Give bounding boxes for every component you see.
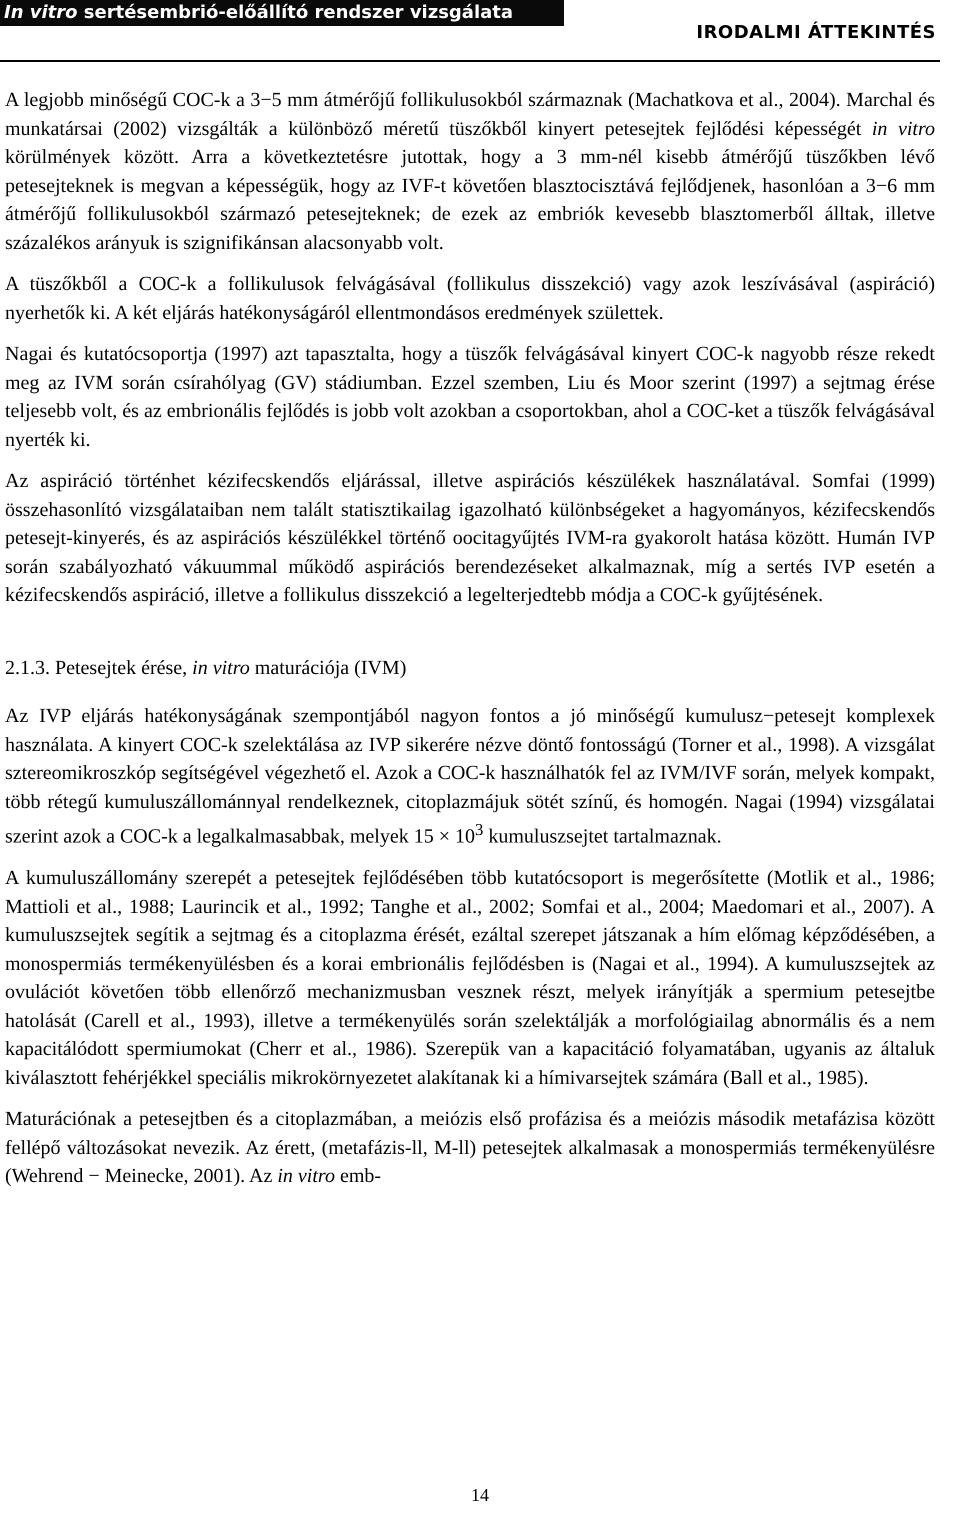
section-heading — [5, 654, 935, 683]
paragraph-7-part-a: Maturációnak a petesejtben és a citoplazmában, a meiózis első profázisa és a meiózis második metafázisa között fellépő változásokat nevezik. Az érett, (metafázis-ll, M-ll) petesejtek alkalmasak a monospermiás termékenyülésre (Wehrend − Meinecke, 2001). Az — [5, 1108, 935, 1188]
section-heading-italic: in vitro — [192, 656, 250, 679]
paragraph-1-part-a: A legjobb minőségű COC-k a 3−5 mm átmérőjű follikulusokból származnak (Machatkova et al., 2004). Marchal és munkatársai (2002) vizsgálták a különböző méretű tüszőkből kinyert petesejtek fejlődési képességét — [5, 89, 935, 140]
paragraph-4: Az aspiráció történhet kézifecskendős eljárással, illetve aspirációs készülékek használatával. Somfai (1999) összehasonlító vizsgálataiban nem talált statisztikailag igazolható különbségeket a hagyományos, kézifecskendős petesejt-kinyerés, és az aspirációs készülékkel történő oocitagyűjtés IVM-ra gyakorolt hatása között. Humán IVP során szabályozható vákuummal működő aspirációs berendezéseket alkalmaznak, míg a sertés IVP esetén a kézifecskendős aspiráció, illetve a follikulus disszekció a legelterjedtebb módja a COC-k gyűjtésének. — [5, 470, 935, 606]
running-title — [0, 0, 564, 26]
paragraph-5-part-b: kumuluszsejtet tartalmaznak. — [483, 825, 722, 848]
section-heading-part-a: 2.1.3. Petesejtek érése, — [5, 656, 193, 679]
paragraph-7 — [5, 1105, 935, 1191]
paragraph-2: A tüszőkből a COC-k a follikulusok felvágásával (follikulus disszekció) vagy azok leszívásával (aspiráció) nyerhetők ki. A két eljárás hatékonyságáról ellentmondásos eredmények születtek. — [5, 273, 935, 324]
paragraph-5-part-a: Az IVP eljárás hatékonyságának szempontjából nagyon fontos a jó minőségű kumulusz−petesejt komplexek használata. A kinyert COC-k szelektálása az IVP sikerére nézve döntő fontosságú (Torner et al., 1998). A vizsgálat sztereomikroszkóp segítségével végezhető el. Azok a COC-k használhatók fel az IVM/IVF során, melyek kompakt, több rétegű kumuluszállománnyal rendelkeznek, citoplazmájuk sötét színű, és homogén. Nagai (1994) vizsgálatai szerint azok a COC-k a legalkalmasabbak, melyek 15 × 10 — [5, 705, 935, 848]
paragraph-5 — [5, 702, 935, 851]
page-number: 14 — [471, 1485, 489, 1505]
paragraph-7-italic: in vitro — [277, 1165, 335, 1188]
body-text — [5, 86, 935, 1191]
paragraph-1-part-b: körülmények között. Arra a következtetésre jutottak, hogy a 3 mm-nél kisebb átmérőjű tüszőkben lévő petesejteknek is megvan a képességük, hogy az IVF-t követően blasztocisztává fejlődjenek, hasonlóan a 3−6 mm átmérőjű follikulusokból származó petesejteknek; de ezek az embriók kevesebb blasztomerből álltak, illetve százalékos arányuk is szignifikánsan alacsonyabb volt. — [5, 146, 935, 254]
header-rule — [0, 60, 940, 62]
paragraph-3: Nagai és kutatócsoportja (1997) azt tapasztalta, hogy a tüszők felvágásával kinyert COC-k nagyobb része rekedt meg az IVM során csírahólyag (GV) stádiumban. Ezzel szemben, Liu és Moor szerint (1997) a sejtmag érése teljesebb volt, és az embrionális fejlődés is jobb volt azokban a csoportokban, ahol a COC-ket a tüszők felvágásával nyerték ki. — [5, 343, 935, 451]
running-title-rest: sertésembrió-előállító rendszer vizsgálata — [77, 2, 514, 23]
section-heading-part-b: maturációja (IVM) — [249, 656, 407, 679]
paragraph-5-superscript: 3 — [475, 820, 484, 839]
paragraph-1 — [5, 86, 935, 257]
section-label: IRODALMI ÁTTEKINTÉS — [696, 22, 936, 43]
paragraph-6: A kumuluszállomány szerepét a petesejtek fejlődésében több kutatócsoport is megerősítette (Motlik et al., 1986; Mattioli et al., 1988; Laurincik et al., 1992; Tanghe et al., 2002; Somfai et al., 2004; Maedomari et al., 2007). A kumuluszsejtek segítik a sejtmag és a citoplazma érését, ezáltal szerepet játszanak a hím előmag képződésében, a monospermiás termékenyülésben és a korai embrionális fejlődésben is (Nagai et al., 1994). A kumuluszsejtek az ovulációt követően több ellenőrző mechanizmusban vesznek részt, melyek irányítják a spermium petesejtbe hatolását (Carell et al., 1993), illetve a termékenyülés során szelektálják a morfológiailag abnormális és a nem kapacitálódott spermiumokat (Cherr et al., 1986). Szerepük van a kapacitáció folyamatában, ugyanis az általuk kiválasztott fehérjékkel speciális mikrokörnyezetet alakítanak ki a hímivarsejtek számára (Ball et al., 1985). — [5, 867, 935, 1089]
paragraph-1-italic: in vitro — [871, 117, 935, 140]
running-title-italic: In vitro — [4, 2, 78, 23]
paragraph-7-part-b: emb- — [334, 1165, 382, 1188]
